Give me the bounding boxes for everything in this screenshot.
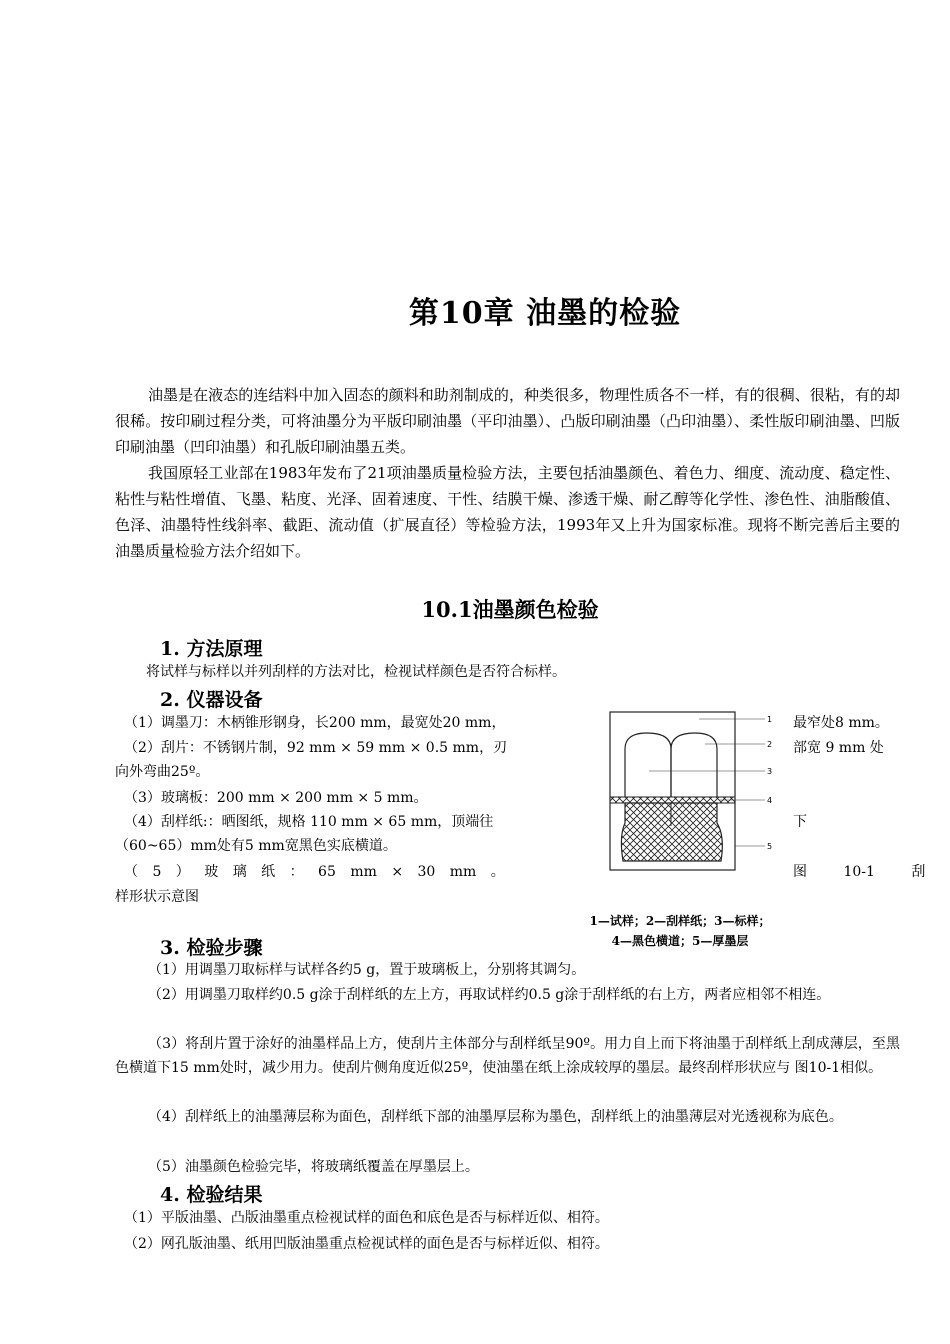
thick-ink-layer: [621, 803, 722, 861]
figure-caption-line-2: 4—黑色横道；5—厚墨层: [611, 934, 749, 948]
heading-test-steps: 3. 检验步骤: [160, 937, 263, 959]
step-4: （4）刮样纸上的油墨薄层称为面色，刮样纸下部的油墨厚层称为墨色，刮样纸上的油墨薄层对光透视称为底色。: [148, 1109, 843, 1125]
equipment-line-1: （1）调墨刀：木柄锥形钢身，长200 mm，最宽处20 mm，: [124, 715, 506, 731]
section-title: 10.1油墨颜色检验: [421, 597, 599, 622]
label-4: 4: [767, 796, 773, 805]
equipment-line-6: （60~65）mm处有5 mm宽黑色实底横道。: [115, 838, 397, 854]
label-2: 2: [767, 740, 773, 749]
chapter-title: 第10章 油墨的检验: [408, 296, 682, 331]
scraping-sample-diagram: [609, 711, 781, 875]
equipment-line-5-right: 下: [793, 814, 807, 830]
intro-paragraph-1: 油墨是在液态的连结料中加入固态的颜料和助剂制成的，种类很多，物理性质各不一样，有的很稠、很粘，有的却很稀。按印刷过程分类，可将油墨分为平版印刷油墨（平印油墨）、凸版印刷油墨（凸印油墨）、柔性版印刷油墨、凹版印刷油墨（凹印油墨）和孔版印刷油墨五类。: [115, 386, 900, 456]
result-1: （1）平版油墨、凸版油墨重点检视试样的面色和底色是否与标样近似、相符。: [124, 1210, 609, 1226]
equipment-line-3: 向外弯曲25º。: [115, 764, 210, 780]
equipment-line-8: 样形状示意图: [115, 889, 199, 905]
black-band: [610, 797, 735, 803]
test-sample-shape: [625, 733, 671, 797]
label-1: 1: [767, 715, 773, 724]
equipment-line-1-right: 最窄处8 mm。: [793, 715, 889, 731]
equipment-line-7: （ 5 ） 玻 璃 纸 ： 65 mm × 30 mm 。: [124, 864, 505, 880]
standard-sample-shape: [671, 733, 717, 797]
figure-caption-line-1: 1—试样；2—刮样纸；3—标样；: [589, 914, 771, 928]
heading-test-results: 4. 检验结果: [160, 1184, 263, 1206]
label-3: 3: [767, 767, 773, 776]
equipment-line-5: （4）刮样纸:：晒图纸，规格 110 mm × 65 mm，顶端往: [124, 814, 494, 830]
heading-method-principle: 1. 方法原理: [160, 638, 263, 660]
method-principle-text: 将试样与标样以并列刮样的方法对比，检视试样颜色是否符合标样。: [146, 664, 566, 680]
equipment-line-4: （3）玻璃板：200 mm × 200 mm × 5 mm。: [124, 790, 428, 806]
label-5: 5: [767, 842, 773, 851]
step-2: （2）用调墨刀取样约0.5 g涂于刮样纸的左上方，再取试样约0.5 g涂于刮样纸的右上方，两者应相邻不相连。: [148, 987, 831, 1003]
figure-ref-right: 图 10-1 刮: [793, 864, 926, 880]
equipment-line-2: （2）刮片：不锈钢片制，92 mm × 59 mm × 0.5 mm，刃: [124, 740, 508, 756]
result-2: （2）网孔版油墨、纸用凹版油墨重点检视试样的面色是否与标样近似、相符。: [124, 1236, 609, 1252]
step-1: （1）用调墨刀取标样与试样各约5 g，置于玻璃板上，分别将其调匀。: [148, 962, 586, 978]
heading-equipment: 2. 仪器设备: [160, 689, 263, 711]
step-5: （5）油墨颜色检验完毕，将玻璃纸覆盖在厚墨层上。: [148, 1159, 479, 1175]
step-3: （3）将刮片置于涂好的油墨样品上方，使刮片主体部分与刮样纸呈90º。用力自上而下将油墨于刮样纸上刮成薄层，至黑色横道下15 mm处时，减少用力。使刮片侧角度近似25º，使油墨在纸上涂成较厚的墨层。最终刮样形状应与 图10-1相似。: [115, 1036, 900, 1076]
intro-paragraph-2: 我国原轻工业部在1983年发布了21项油墨质量检验方法，主要包括油墨颜色、着色力、细度、流动度、稳定性、粘性与粘性增值、飞墨、粘度、光泽、固着速度、干性、结膜干燥、渗透干燥、耐乙醇等化学性、渗色性、油脂酸值、色泽、油墨特性线斜率、截距、流动值（扩展直径）等检验方法，1993年又上升为国家标准。现将不断完善后主要的油墨质量检验方法介绍如下。: [115, 464, 900, 560]
equipment-line-2-right: 部宽 9 mm 处: [793, 740, 884, 756]
